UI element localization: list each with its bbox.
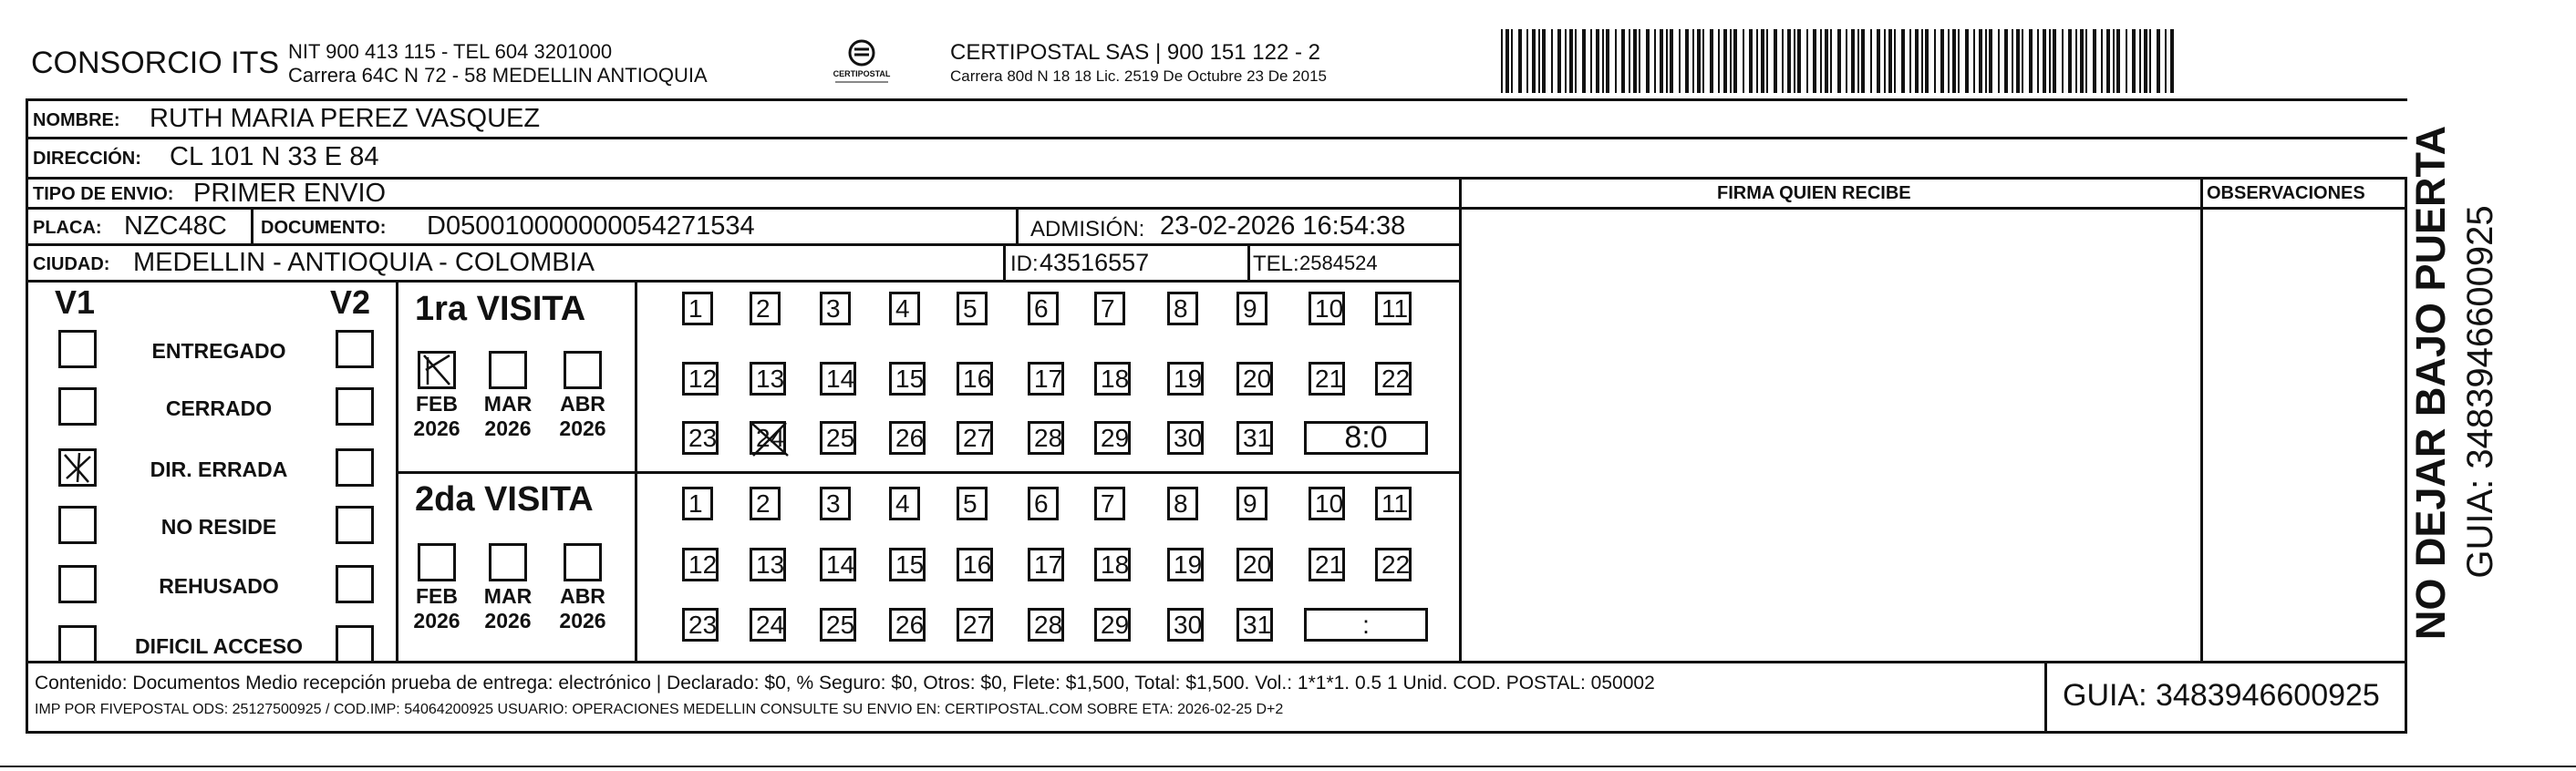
direccion-label: DIRECCIÓN:: [33, 149, 141, 169]
second-visit-day[interactable]: 30: [1167, 608, 1204, 642]
barcode-bar: [1582, 29, 1586, 93]
second-visit-time[interactable]: :: [1304, 608, 1428, 642]
first-visit-day[interactable]: 14: [820, 362, 856, 396]
barcode-bar: [1697, 29, 1701, 93]
id-value: 43516557: [1040, 249, 1150, 276]
company-line-1: NIT 900 413 115 - TEL 604 3201000: [288, 40, 613, 63]
barcode-bar: [2101, 29, 2103, 93]
first-visit-day[interactable]: 29: [1094, 421, 1131, 455]
second-visit-day[interactable]: 23: [682, 608, 719, 642]
v1-checkbox[interactable]: [58, 565, 97, 603]
first-visit-day[interactable]: 17: [1028, 362, 1064, 396]
courier-line-2: Carrera 80d N 18 18 Lic. 2519 De Octubre 23 De 2015: [950, 67, 1327, 85]
first-visit-day[interactable]: 23: [682, 421, 719, 455]
v2-checkbox[interactable]: [336, 387, 374, 426]
month-label: [411, 392, 462, 441]
barcode-bar: [1782, 29, 1784, 93]
barcode-bar: [1511, 29, 1513, 93]
barcode-bar: [1877, 29, 1880, 93]
first-visit-day[interactable]: 28: [1028, 421, 1064, 455]
month-checkbox-feb[interactable]: [418, 351, 456, 389]
second-visit-day[interactable]: 7: [1094, 487, 1125, 520]
month-name: FEB: [416, 392, 458, 416]
barcode-bar: [2022, 29, 2023, 93]
tipo-envio-label: TIPO DE ENVIO:: [33, 184, 174, 204]
placa-label: PLACA:: [33, 218, 102, 238]
second-visit-day[interactable]: 28: [1028, 608, 1064, 642]
month-checkbox-feb[interactable]: [418, 543, 456, 581]
barcode-bar: [1888, 29, 1892, 93]
second-visit-day[interactable]: 22: [1375, 548, 1412, 581]
barcode-bar: [1505, 29, 1509, 93]
first-visit-day[interactable]: 10: [1309, 292, 1345, 325]
direccion-value: CL 101 N 33 E 84: [170, 142, 379, 171]
barcode-bar: [2139, 29, 2141, 93]
month-label: [557, 392, 608, 441]
cross-mark-icon: [750, 421, 790, 457]
observaciones-header: OBSERVACIONES: [2207, 183, 2365, 203]
first-visit-day[interactable]: 1: [682, 292, 713, 325]
barcode-bar: [2029, 29, 2033, 93]
barcode-bar: [2093, 29, 2096, 93]
month-name: MAR: [483, 584, 533, 608]
second-visit-day[interactable]: 21: [1309, 548, 1345, 581]
barcode-bar: [1542, 29, 1546, 93]
no-dejar-text: NO DEJAR BAJO PUERTA: [2407, 125, 2454, 641]
barcode-bar: [2016, 29, 2020, 93]
status-label: DIR. ERRADA: [150, 457, 288, 481]
barcode-bar: [2037, 29, 2039, 93]
barcode-bar: [1973, 29, 1975, 93]
month-year: 2026: [484, 416, 532, 440]
first-visit-day[interactable]: 31: [1236, 421, 1273, 455]
barcode-bar: [2004, 29, 2008, 93]
month-name: FEB: [416, 584, 458, 608]
barcode-bar: [1723, 29, 1727, 93]
barcode-bar: [1518, 29, 1522, 93]
first-visit-day[interactable]: 5: [957, 292, 988, 325]
v1-checkbox[interactable]: [58, 330, 97, 368]
status-label: NO RESIDE: [160, 515, 277, 539]
first-visit-day[interactable]: 24: [750, 421, 786, 455]
barcode-bar: [1837, 29, 1841, 93]
barcode-bar: [1602, 29, 1604, 93]
barcode-bar: [1621, 29, 1625, 93]
certipostal-logo: [830, 36, 894, 87]
barcode-bar: [1813, 29, 1816, 93]
barcode-bar: [1965, 29, 1969, 93]
barcode-bar: [1685, 29, 1689, 93]
courier-line-1: CERTIPOSTAL SAS | 900 151 122 - 2: [950, 40, 1320, 65]
v2-checkbox[interactable]: [336, 565, 374, 603]
first-visit-day[interactable]: 11: [1375, 292, 1412, 325]
month-year: 2026: [559, 609, 606, 632]
barcode-icon: [1501, 29, 2176, 93]
second-visit-day[interactable]: 15: [889, 548, 926, 581]
first-visit-day[interactable]: 6: [1028, 292, 1059, 325]
v1-checkbox[interactable]: [58, 506, 97, 544]
barcode-bar: [1606, 29, 1609, 93]
barcode-bar: [1870, 29, 1872, 93]
barcode-bar: [1679, 29, 1681, 93]
company-line-2: Carrera 64C N 72 - 58 MEDELLIN ANTIOQUIA: [288, 64, 708, 87]
month-checkbox-mar[interactable]: [489, 543, 527, 581]
second-visit-day[interactable]: 9: [1236, 487, 1267, 520]
month-checkbox-abr[interactable]: [564, 543, 602, 581]
barcode-bar: [1851, 29, 1855, 93]
barcode-bar: [1629, 29, 1630, 93]
nombre-label: NOMBRE:: [33, 110, 120, 130]
month-label: [482, 392, 533, 441]
month-year: 2026: [413, 609, 460, 632]
barcode-bar: [1596, 29, 1599, 93]
first-visit-day[interactable]: 12: [682, 362, 719, 396]
barcode-bar: [1654, 29, 1656, 93]
barcode-bar: [2068, 29, 2072, 93]
admision-label: ADMISIÓN:: [1030, 217, 1145, 242]
barcode-bar: [1565, 29, 1567, 93]
status-label: CERRADO: [165, 396, 273, 420]
barcode-bar: [2106, 29, 2110, 93]
first-visit-day[interactable]: 30: [1167, 421, 1204, 455]
barcode-bar: [1979, 29, 1982, 93]
barcode-bar: [1761, 29, 1764, 93]
v1-header: V1: [55, 283, 96, 321]
v2-header: V2: [330, 283, 371, 321]
side-title: [2407, 109, 2462, 656]
v1-checkbox[interactable]: [58, 448, 97, 487]
first-visit-day[interactable]: 20: [1236, 362, 1273, 396]
v2-checkbox[interactable]: [336, 448, 374, 487]
month-name: ABR: [560, 392, 605, 416]
first-visit-day[interactable]: 13: [750, 362, 786, 396]
tel-label: TEL:: [1253, 252, 1299, 276]
barcode-bar: [1787, 29, 1791, 93]
first-visit-day[interactable]: 7: [1094, 292, 1125, 325]
barcode-bar: [1861, 29, 1865, 93]
month-name: MAR: [483, 392, 533, 416]
tel-value: 2584524: [1299, 252, 1378, 274]
barcode-bar: [2132, 29, 2136, 93]
admision-value: 23-02-2026 16:54:38: [1160, 211, 1406, 241]
barcode-bar: [1575, 29, 1577, 93]
barcode-bar: [1532, 29, 1536, 93]
barcode-bar: [1998, 29, 2000, 93]
status-label: REHUSADO: [159, 574, 279, 598]
barcode-bar: [2075, 29, 2077, 93]
barcode-bar: [1901, 29, 1905, 93]
second-visit-day[interactable]: 17: [1028, 548, 1064, 581]
barcode-bar: [1702, 29, 1704, 93]
documento-value: D050010000000054271534: [427, 211, 755, 241]
barcode-bar: [1756, 29, 1758, 93]
first-visit-day[interactable]: 27: [957, 421, 993, 455]
status-label: ENTREGADO: [151, 339, 286, 363]
second-visit-day[interactable]: 13: [750, 548, 786, 581]
status-label: DIFICIL ACCESO: [134, 634, 303, 658]
barcode-bar: [2149, 29, 2151, 93]
barcode-bar: [1989, 29, 1992, 93]
barcode-bar: [2126, 29, 2127, 93]
barcode-bar: [1884, 29, 1886, 93]
barcode-bar: [1909, 29, 1911, 93]
barcode-bar: [1660, 29, 1663, 93]
second-visit-day[interactable]: 2: [750, 487, 781, 520]
first-visit-day[interactable]: 15: [889, 362, 926, 396]
second-visit-day[interactable]: 16: [957, 548, 993, 581]
month-year: 2026: [559, 416, 606, 440]
barcode-bar: [1766, 29, 1768, 93]
barcode-bar: [1590, 29, 1592, 93]
v2-checkbox[interactable]: [336, 330, 374, 368]
barcode-bar: [1633, 29, 1637, 93]
barcode-bar: [2012, 29, 2013, 93]
barcode-bar: [2053, 29, 2056, 93]
barcode-bar: [2062, 29, 2064, 93]
second-visit-day[interactable]: 10: [1309, 487, 1345, 520]
barcode-bar: [1743, 29, 1744, 93]
barcode-bar: [1730, 29, 1732, 93]
barcode-bar: [1639, 29, 1640, 93]
barcode-bar: [1958, 29, 1960, 93]
first-visit-day[interactable]: 19: [1167, 362, 1204, 396]
second-visit-day[interactable]: 20: [1236, 548, 1273, 581]
barcode-bar: [1718, 29, 1720, 93]
second-visit-day[interactable]: 31: [1236, 608, 1273, 642]
footer-guia: GUIA: 3483946600925: [2063, 678, 2380, 713]
barcode-bar: [1733, 29, 1737, 93]
v2-checkbox[interactable]: [336, 506, 374, 544]
first-visit-day[interactable]: 4: [889, 292, 920, 325]
barcode-bar: [1794, 29, 1795, 93]
barcode-bar: [1820, 29, 1822, 93]
month-label: [411, 584, 462, 633]
barcode: [1501, 29, 2176, 93]
barcode-bar: [2085, 29, 2087, 93]
footer-line-1: Contenido: Documentos Medio recepción prueba de entrega: electrónico | Declarado: $0, % Seguro: $0, Otros: $0, Flete: $1,500, Total: $1,500. Vol.: 1*1*1. 0.5 1 Unid. COD. POSTAL: 050002: [35, 673, 1655, 694]
barcode-bar: [1985, 29, 1987, 93]
first-visit-day[interactable]: 3: [820, 292, 851, 325]
first-visit-time[interactable]: 8:0: [1304, 421, 1428, 455]
footer-line-2: IMP POR FIVEPOSTAL ODS: 25127500925 / COD.IMP: 54064200925 USUARIO: OPERACIONES MEDELLIN CONSULTE SU ENVIO EN: CERTIPOSTAL.COM SOBRE ETA: 2026-02-25 D+2: [35, 702, 1284, 717]
first-visit-day[interactable]: 8: [1167, 292, 1198, 325]
month-label: [557, 584, 608, 633]
id-label: ID:: [1010, 252, 1039, 276]
barcode-bar: [1501, 29, 1503, 93]
first-visit-day[interactable]: 25: [820, 421, 856, 455]
first-visit-day[interactable]: 9: [1236, 292, 1267, 325]
month-year: 2026: [484, 609, 532, 632]
month-label: [482, 584, 533, 633]
v1-checkbox[interactable]: [58, 387, 97, 426]
barcode-bar: [1569, 29, 1573, 93]
barcode-bar: [1894, 29, 1896, 93]
barcode-bar: [1749, 29, 1753, 93]
barcode-bar: [1692, 29, 1694, 93]
side-guia-text: GUIA: 3483946600925: [2460, 205, 2500, 579]
barcode-bar: [1940, 29, 1944, 93]
documento-label: DOCUMENTO:: [261, 218, 387, 238]
barcode-bar: [1551, 29, 1553, 93]
barcode-bar: [1646, 29, 1650, 93]
month-checkbox-abr[interactable]: [564, 351, 602, 389]
second-visit-day[interactable]: 11: [1375, 487, 1412, 520]
barcode-bar: [1830, 29, 1832, 93]
side-guia: [2460, 118, 2506, 665]
second-visit-day[interactable]: 29: [1094, 608, 1131, 642]
barcode-bar: [1557, 29, 1561, 93]
check-mark-icon: [61, 451, 94, 484]
barcode-bar: [2043, 29, 2046, 93]
second-visit-day[interactable]: 1: [682, 487, 713, 520]
first-visit-day[interactable]: 18: [1094, 362, 1131, 396]
firma-header: FIRMA QUIEN RECIBE: [1717, 183, 1911, 203]
second-visit-day[interactable]: 24: [750, 608, 786, 642]
second-visit-day[interactable]: 3: [820, 487, 851, 520]
barcode-bar: [1774, 29, 1777, 93]
check-mark-icon: [420, 354, 453, 386]
first-visit-day[interactable]: 26: [889, 421, 926, 455]
tipo-envio-value: PRIMER ENVIO: [193, 179, 387, 208]
ciudad-value: MEDELLIN - ANTIOQUIA - COLOMBIA: [133, 248, 595, 277]
barcode-bar: [2113, 29, 2115, 93]
second-visit-day[interactable]: 18: [1094, 548, 1131, 581]
barcode-bar: [2116, 29, 2120, 93]
day-cross-mark: [750, 421, 790, 457]
barcode-bar: [1925, 29, 1929, 93]
barcode-bar: [1915, 29, 1919, 93]
barcode-bar: [1846, 29, 1847, 93]
barcode-bar: [1921, 29, 1923, 93]
barcode-bar: [2157, 29, 2160, 93]
second-visit-day[interactable]: 25: [820, 608, 856, 642]
month-checkbox-mar[interactable]: [489, 351, 527, 389]
second-visit-day[interactable]: 27: [957, 608, 993, 642]
barcode-bar: [1538, 29, 1540, 93]
first-visit-day[interactable]: 16: [957, 362, 993, 396]
second-visit-day[interactable]: 5: [957, 487, 988, 520]
barcode-bar: [2080, 29, 2084, 93]
ciudad-label: CIUDAD:: [33, 254, 110, 274]
company-name: CONSORCIO ITS: [31, 46, 280, 80]
first-visit-day[interactable]: 2: [750, 292, 781, 325]
placa-value: NZC48C: [124, 211, 227, 241]
first-visit-title: 1ra VISITA: [415, 290, 586, 328]
nombre-value: RUTH MARIA PEREZ VASQUEZ: [150, 104, 541, 133]
barcode-bar: [1666, 29, 1668, 93]
second-visit-day[interactable]: 6: [1028, 487, 1059, 520]
barcode-bar: [1934, 29, 1936, 93]
month-year: 2026: [413, 416, 460, 440]
barcode-bar: [1857, 29, 1859, 93]
second-visit-day[interactable]: 4: [889, 487, 920, 520]
second-visit-day[interactable]: 19: [1167, 548, 1204, 581]
barcode-bar: [1670, 29, 1673, 93]
second-visit-day[interactable]: 14: [820, 548, 856, 581]
barcode-bar: [2049, 29, 2051, 93]
second-visit-day[interactable]: 12: [682, 548, 719, 581]
logo-text: CERTIPOSTAL: [833, 69, 891, 78]
certipostal-logo-icon: [830, 36, 894, 87]
barcode-bar: [1952, 29, 1956, 93]
first-visit-day[interactable]: 22: [1375, 362, 1412, 396]
barcode-bar: [1615, 29, 1617, 93]
barcode-bar: [2170, 29, 2174, 93]
month-name: ABR: [560, 584, 605, 608]
barcode-bar: [1710, 29, 1713, 93]
second-visit-day[interactable]: 8: [1167, 487, 1198, 520]
barcode-bar: [1797, 29, 1801, 93]
barcode-bar: [1526, 29, 1528, 93]
second-visit-day[interactable]: 26: [889, 608, 926, 642]
barcode-bar: [1948, 29, 1950, 93]
barcode-bar: [1806, 29, 1808, 93]
second-visit-title: 2da VISITA: [415, 480, 594, 519]
v1-checkbox[interactable]: [58, 625, 97, 663]
v2-checkbox[interactable]: [336, 625, 374, 663]
barcode-bar: [1825, 29, 1828, 93]
first-visit-day[interactable]: 21: [1309, 362, 1345, 396]
barcode-bar: [2165, 29, 2167, 93]
barcode-bar: [2144, 29, 2147, 93]
